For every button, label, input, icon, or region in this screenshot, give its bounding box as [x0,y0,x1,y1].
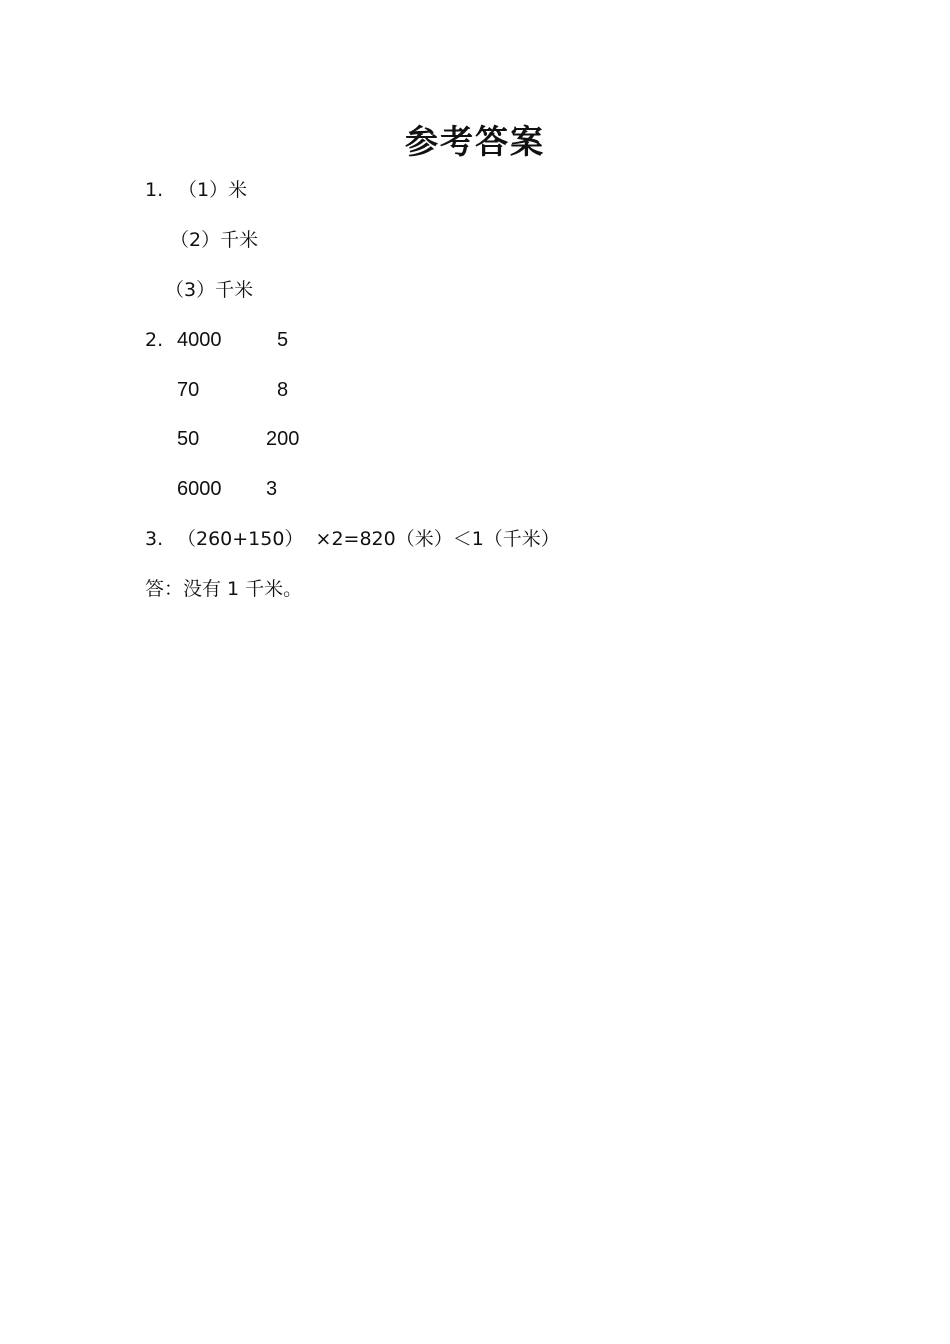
q1-part1: （1）米 [178,179,248,201]
q2-row1-left: 4000 [177,329,222,351]
page-title: 参考答案 [405,122,545,161]
q1-part2: （2）千米 [170,229,259,251]
q1-number: 1. [145,179,164,201]
q2-number: 2. [145,329,164,351]
q2-row2-right: 8 [277,379,289,401]
q3-answer: 答：没有 1 千米。 [145,578,303,600]
q2-row2-left: 70 [177,379,200,401]
q2-row1-right: 5 [277,329,289,351]
q1-part3: （3）千米 [165,279,254,301]
q3-expression: （260+150） ×2=820（米）＜1（千米） [177,528,560,550]
q2-row4-left: 6000 [177,478,222,500]
q3-number: 3. [145,528,164,550]
q2-row3-right: 200 [266,428,300,450]
q2-row4-right: 3 [266,478,278,500]
q2-row3-left: 50 [177,428,200,450]
